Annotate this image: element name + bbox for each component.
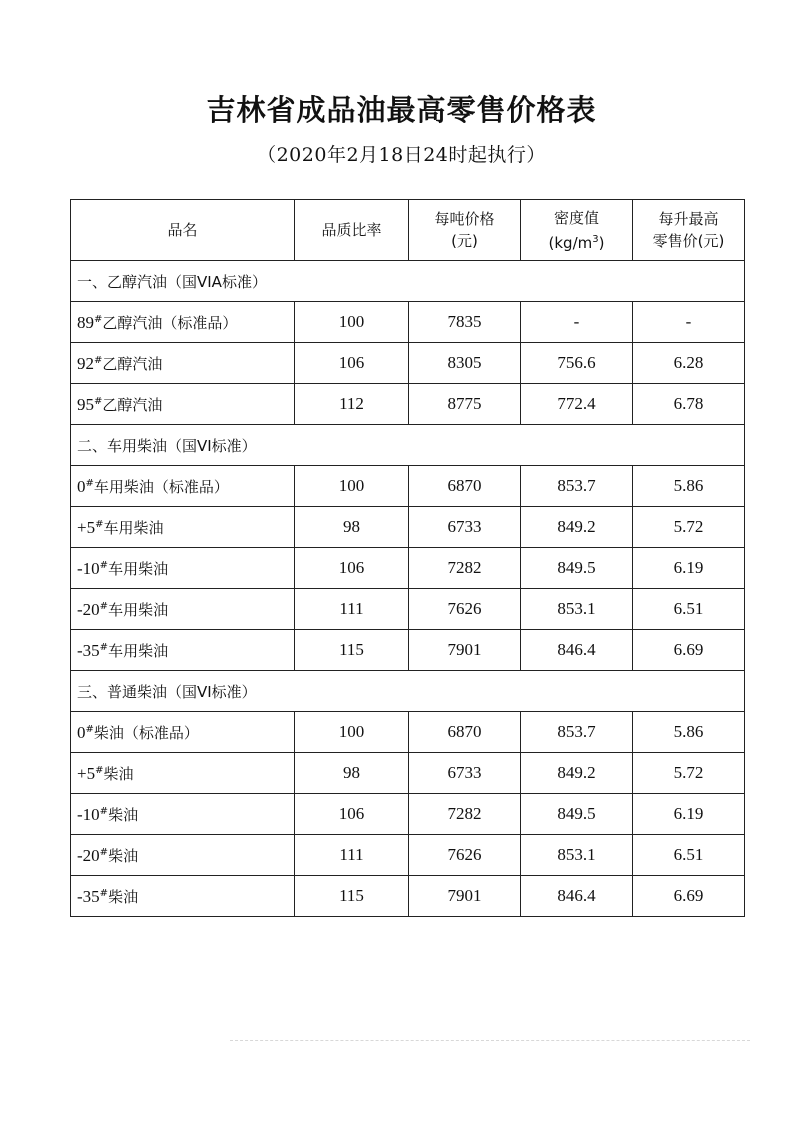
product-name: 柴油 [108,846,139,865]
section-title: 二、车用柴油（国VI标准） [71,425,745,466]
table-row [71,343,745,384]
product-name: 乙醇汽油（标准品） [102,313,238,332]
density-cell: 853.1 [521,589,633,630]
product-name-cell [71,712,295,753]
table-row [71,384,745,425]
retail-price-cell: 6.19 [633,548,745,589]
density-cell: 849.2 [521,507,633,548]
density-cell: 853.7 [521,466,633,507]
table-row [71,548,745,589]
table-row [71,712,745,753]
product-name-cell [71,835,295,876]
price-per-ton-cell: 6733 [409,753,521,794]
retail-price-cell: 5.86 [633,712,745,753]
retail-price-cell: 6.28 [633,343,745,384]
price-per-ton-cell: 8305 [409,343,521,384]
price-table [70,199,745,917]
density-cell: 849.5 [521,548,633,589]
price-per-ton-cell: 7282 [409,794,521,835]
price-per-ton-cell: 8775 [409,384,521,425]
table-row [71,794,745,835]
density-cell: 849.5 [521,794,633,835]
grade-mark: # [85,723,94,735]
density-cell: 772.4 [521,384,633,425]
table-row [71,589,745,630]
quality-ratio-cell: 98 [295,753,409,794]
header-density-unit: (kg/m [548,233,593,252]
price-per-ton-cell: 7626 [409,589,521,630]
page-title: 吉林省成品油最高零售价格表 [206,93,597,127]
retail-price-cell: - [633,302,745,343]
header-density-close: ) [598,233,605,252]
product-name: 乙醇汽油 [102,354,163,373]
header-price-line2: (元) [451,232,478,250]
product-grade: -20 [77,845,100,865]
product-name-cell [71,876,295,917]
header-retail-line2: 零售价(元) [652,232,725,250]
product-name: 车用柴油 [108,600,169,619]
density-cell: 846.4 [521,630,633,671]
product-grade: +5 [77,763,96,783]
density-cell: 853.7 [521,712,633,753]
retail-price-cell: 6.51 [633,835,745,876]
price-per-ton-cell: 6733 [409,507,521,548]
retail-price-cell: 5.86 [633,466,745,507]
retail-price-cell: 6.78 [633,384,745,425]
product-grade: -35 [77,886,100,906]
retail-price-cell: 5.72 [633,507,745,548]
header-ratio [295,200,409,261]
quality-ratio-cell: 106 [295,794,409,835]
quality-ratio-cell: 111 [295,589,409,630]
header-retail [633,200,745,261]
quality-ratio-cell: 111 [295,835,409,876]
retail-price-cell: 6.69 [633,630,745,671]
quality-ratio-cell: 106 [295,548,409,589]
grade-mark: # [99,600,109,612]
retail-price-cell: 5.72 [633,753,745,794]
grade-mark: # [99,846,109,858]
price-per-ton-cell: 7835 [409,302,521,343]
header-ratio-label: 品质比率 [321,221,382,239]
table-row [71,630,745,671]
density-cell: 756.6 [521,343,633,384]
density-cell: 846.4 [521,876,633,917]
grade-mark: # [95,764,104,776]
grade-mark: # [99,887,109,899]
quality-ratio-cell: 106 [295,343,409,384]
product-name-cell [71,343,295,384]
product-grade: 0 [77,476,86,496]
density-cell: 853.1 [521,835,633,876]
product-name: 柴油 [103,764,134,783]
product-grade: 95 [77,394,94,414]
quality-ratio-cell: 115 [295,630,409,671]
grade-mark: # [94,354,103,366]
product-grade: 0 [77,722,86,742]
product-name-cell [71,548,295,589]
product-name-cell [71,384,295,425]
table-row [71,507,745,548]
price-per-ton-cell: 7901 [409,876,521,917]
grade-mark: # [94,395,103,407]
product-name: 乙醇汽油 [102,395,163,414]
section-row [71,671,745,712]
grade-mark: # [99,559,109,571]
header-row [71,200,745,261]
product-grade: -10 [77,804,100,824]
product-name: 车用柴油 [108,559,169,578]
product-grade: +5 [77,517,96,537]
product-grade: -10 [77,558,100,578]
product-grade: 89 [77,312,94,332]
product-name-cell [71,466,295,507]
header-retail-line1: 每升最高 [658,210,719,228]
product-grade: 92 [77,353,94,373]
header-density-sup: 3 [592,233,599,245]
table-row [71,302,745,343]
product-name: 车用柴油（标准品） [93,477,229,496]
table-body [71,261,745,917]
price-per-ton-cell: 7282 [409,548,521,589]
price-per-ton-cell: 7626 [409,835,521,876]
quality-ratio-cell: 100 [295,712,409,753]
product-name: 柴油（标准品） [93,723,199,742]
header-name-label: 品名 [167,221,198,239]
section-row [71,425,745,466]
header-price [409,200,521,261]
product-name: 车用柴油 [108,641,169,660]
header-density [521,200,633,261]
quality-ratio-cell: 100 [295,466,409,507]
product-name: 柴油 [108,805,139,824]
grade-mark: # [95,518,104,530]
product-name-cell [71,589,295,630]
quality-ratio-cell: 112 [295,384,409,425]
table-row [71,876,745,917]
retail-price-cell: 6.19 [633,794,745,835]
quality-ratio-cell: 98 [295,507,409,548]
product-name: 车用柴油 [103,518,164,537]
grade-mark: # [94,313,103,325]
scan-artifact [230,1040,750,1043]
product-name-cell [71,753,295,794]
header-density-line1: 密度值 [553,208,599,227]
grade-mark: # [99,805,109,817]
section-title: 一、乙醇汽油（国VIA标准） [71,261,745,302]
product-name-cell [71,302,295,343]
quality-ratio-cell: 100 [295,302,409,343]
product-name: 柴油 [108,887,139,906]
product-name-cell [71,794,295,835]
price-per-ton-cell: 7901 [409,630,521,671]
table-row [71,466,745,507]
table-row [71,835,745,876]
grade-mark: # [99,641,109,653]
product-grade: -20 [77,599,100,619]
grade-mark: # [85,477,94,489]
table-row [71,753,745,794]
section-row [71,261,745,302]
retail-price-cell: 6.51 [633,589,745,630]
product-name-cell [71,630,295,671]
page-subtitle: （2020年2月18日24时起执行） [257,144,546,166]
density-cell: 849.2 [521,753,633,794]
header-price-line1: 每吨价格 [434,210,495,228]
density-cell: - [521,302,633,343]
product-grade: -35 [77,640,100,660]
retail-price-cell: 6.69 [633,876,745,917]
price-per-ton-cell: 6870 [409,712,521,753]
table-header [71,200,745,261]
header-name [71,200,295,261]
section-title: 三、普通柴油（国VI标准） [71,671,745,712]
product-name-cell [71,507,295,548]
quality-ratio-cell: 115 [295,876,409,917]
price-per-ton-cell: 6870 [409,466,521,507]
